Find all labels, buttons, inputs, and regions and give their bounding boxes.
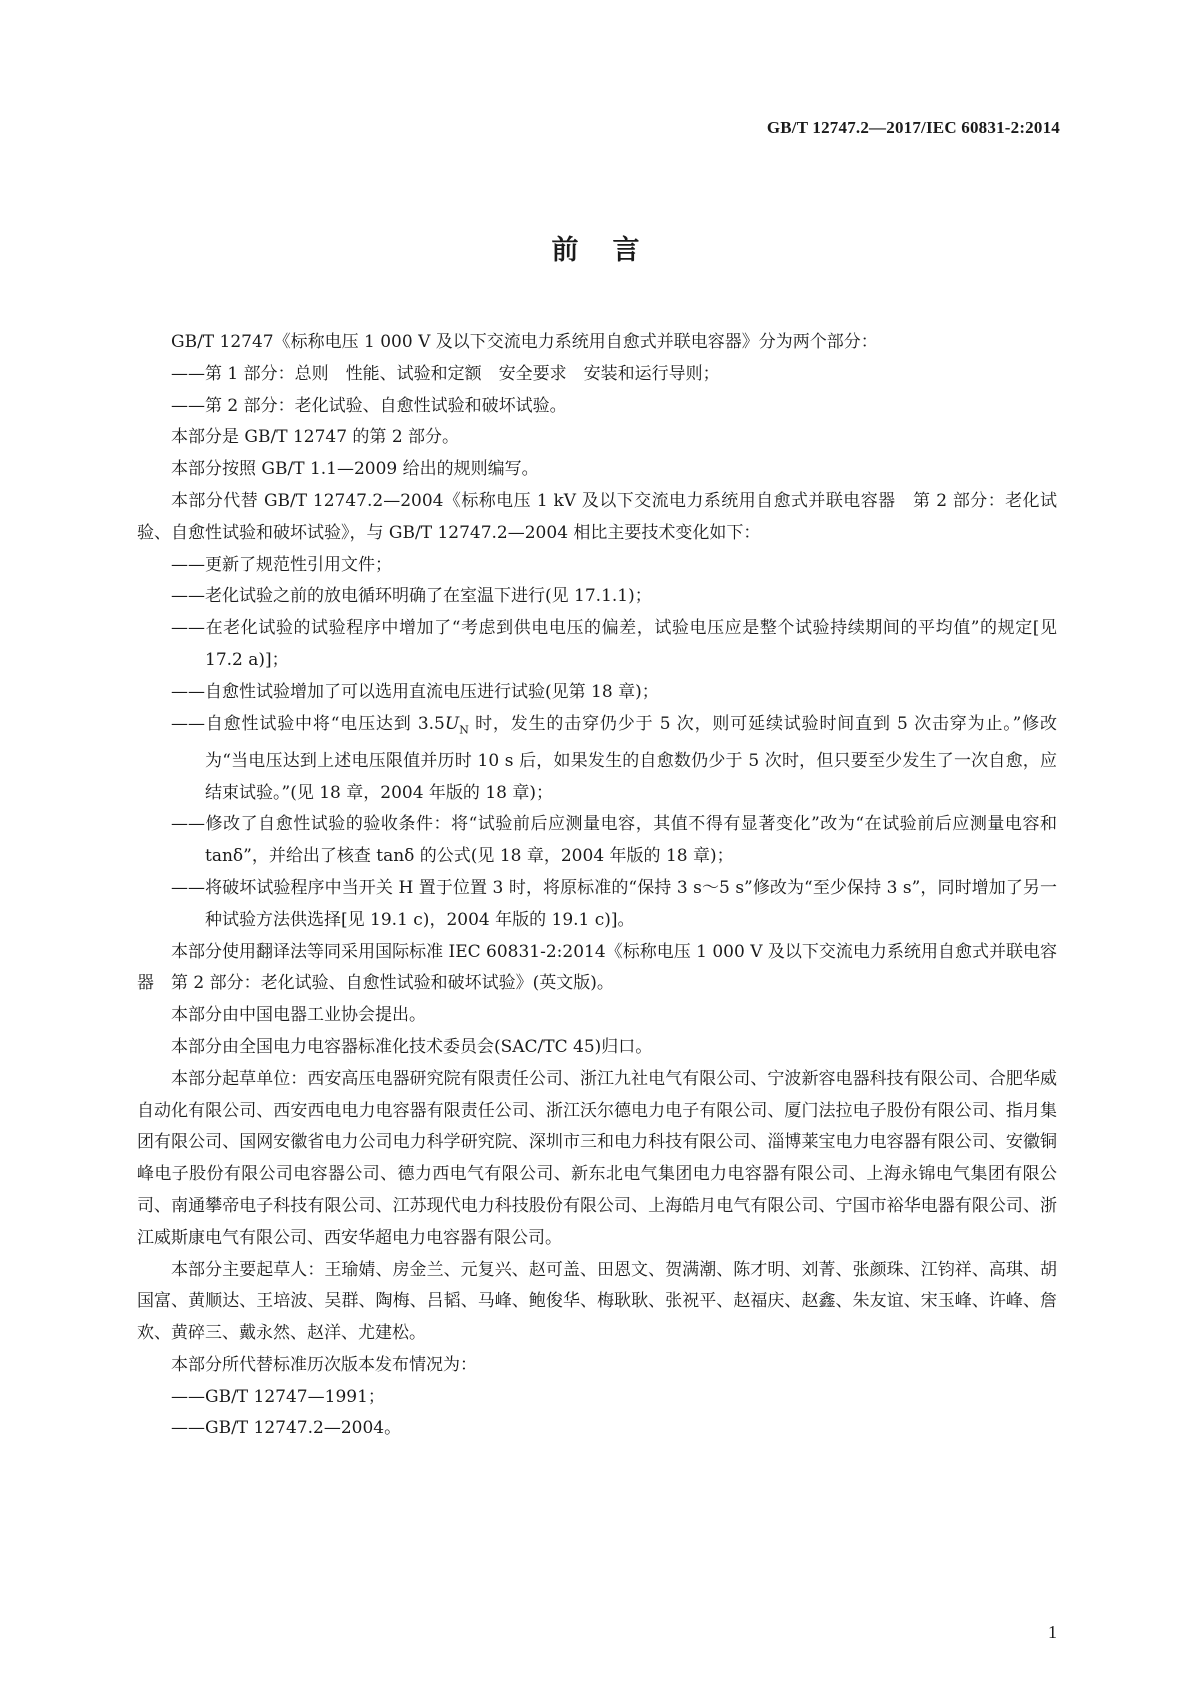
paragraph-parts-intro: GB/T 12747《标称电压 1 000 V 及以下交流电力系统用自愈式并联电容器》分为两个部分： <box>171 332 878 352</box>
change-item: ——更新了规范性引用文件； <box>137 550 1057 582</box>
change-item: ——自愈性试验增加了可以选用直流电压进行试验(见第 18 章)； <box>137 677 1057 709</box>
history-item: ——GB/T 12747—1991； <box>137 1382 1057 1414</box>
paragraph-adoption: 本部分使用翻译法等同采用国际标准 IEC 60831-2:2014《标称电压 1 000 V 及以下交流电力系统用自愈式并联电容器 第 2 部分：老化试验、自愈性试验和破坏试验》(英文版)。 <box>137 941 1057 994</box>
dash-mark: —— <box>171 681 205 702</box>
paragraph-proposer: 本部分由中国电器工业协会提出。 <box>171 1005 426 1026</box>
dash-mark: —— <box>171 1386 205 1407</box>
list-item: ——第 2 部分：老化试验、自愈性试验和破坏试验。 <box>137 391 1057 423</box>
page-number: 1 <box>1048 1622 1057 1642</box>
history-item: ——GB/T 12747.2—2004。 <box>137 1413 1057 1445</box>
change-item: ——老化试验之前的放电循环明确了在室温下进行(见 17.1.1)； <box>137 581 1057 613</box>
list-item: ——第 1 部分：总则 性能、试验和定额 安全要求 安装和运行导则； <box>137 359 1057 391</box>
paragraph-drafting-rules: 本部分按照 GB/T 1.1—2009 给出的规则编写。 <box>171 459 539 480</box>
page-title: 前言 <box>551 235 674 266</box>
dash-mark: —— <box>171 395 205 416</box>
change-item: ——在老化试验的试验程序中增加了“考虑到供电电压的偏差，试验电压应是整个试验持续期间的平均值”的规定[见 17.2 a)]； <box>137 613 1057 677</box>
paragraph-committee: 本部分由全国电力电容器标准化技术委员会(SAC/TC 45)归口。 <box>171 1036 653 1057</box>
dash-mark: —— <box>171 1418 205 1439</box>
paragraph-drafting-units: 本部分起草单位：西安高压电器研究院有限责任公司、浙江九社电气有限公司、宁波新容电器科技有限公司、合肥华威自动化有限公司、西安西电电力电容器有限责任公司、浙江沃尔德电力电子有限公司、厦门法拉电子股份有限公司、指月集团有限公司、国网安徽省电力公司电力科学研究院、深圳市三和电力科技有限公司、淄博莱宝电力电容器有限公司、安徽铜峰电子股份有限公司电容器公司、德力西电气有限公司、新东北电气集团电力电容器有限公司、上海永锦电气集团有限公司、南通攀帝电子科技有限公司、江苏现代电力科技股份有限公司、上海皓月电气有限公司、宁国市裕华电器有限公司、浙江威斯康电气有限公司、西安华超电力电容器有限公司。 <box>137 1068 1057 1248</box>
dash-mark: —— <box>171 814 205 835</box>
standard-code-header: GB/T 12747.2—2017/IEC 60831-2:2014 <box>766 118 1060 137</box>
voltage-symbol: U <box>444 713 460 734</box>
paragraph-replacement: 本部分代替 GB/T 12747.2—2004《标称电压 1 kV 及以下交流电力系统用自愈式并联电容器 第 2 部分：老化试验、自愈性试验和破坏试验》，与 GB/T 12747.2—2004 相比主要技术变化如下： <box>137 490 1057 543</box>
change-item: ——自愈性试验中将“电压达到 $3.5U_N$ 时，发生的击穿仍少于 5 次，则可延续试验时间直到 5 次击穿为止。”修改为“当电压达到上述电压限值并历时 10 s 后，如果发生的自愈数仍少于 5 次时，但只要至少发生了一次自愈，应结束试验。”(见 18 章，2004 年版的 18 章)； <box>137 709 1057 810</box>
change-item: ——将破坏试验程序中当开关 H 置于位置 3 时，将原标准的“保持 3 s～5 s”修改为“至少保持 3 s”，同时增加了另一种试验方法供选择[见 19.1 c)，2004 年版的 19.1 c)]。 <box>137 873 1057 937</box>
dash-mark: —— <box>171 877 205 898</box>
change-item: ——修改了自愈性试验的验收条件：将“试验前后应测量电容，其值不得有显著变化”改为“在试验前后应测量电容和 tanδ”，并给出了核查 tanδ 的公式(见 18 章，2004 年版的 18 章)； <box>137 809 1057 873</box>
dash-mark: —— <box>171 363 205 384</box>
paragraph-drafters: 本部分主要起草人：王瑜婧、房金兰、元复兴、赵可盖、田恩文、贺满潮、陈才明、刘菁、张颜珠、江钧祥、高琪、胡国富、黄顺达、王培波、吴群、陶梅、吕韬、马峰、鲍俊华、梅耿耿、张祝平、赵福庆、赵鑫、朱友谊、宋玉峰、许峰、詹欢、黄碎三、戴永然、赵洋、尤建松。 <box>137 1259 1057 1344</box>
voltage-subscript: N <box>459 722 469 736</box>
foreword-body <box>137 327 1057 1445</box>
dash-mark: —— <box>171 586 205 607</box>
dash-mark: —— <box>171 713 205 734</box>
dash-mark: —— <box>171 618 205 639</box>
dash-mark: —— <box>171 554 205 575</box>
paragraph-part-statement: 本部分是 GB/T 12747 的第 2 部分。 <box>171 427 460 448</box>
paragraph-history-intro: 本部分所代替标准历次版本发布情况为： <box>171 1354 477 1375</box>
